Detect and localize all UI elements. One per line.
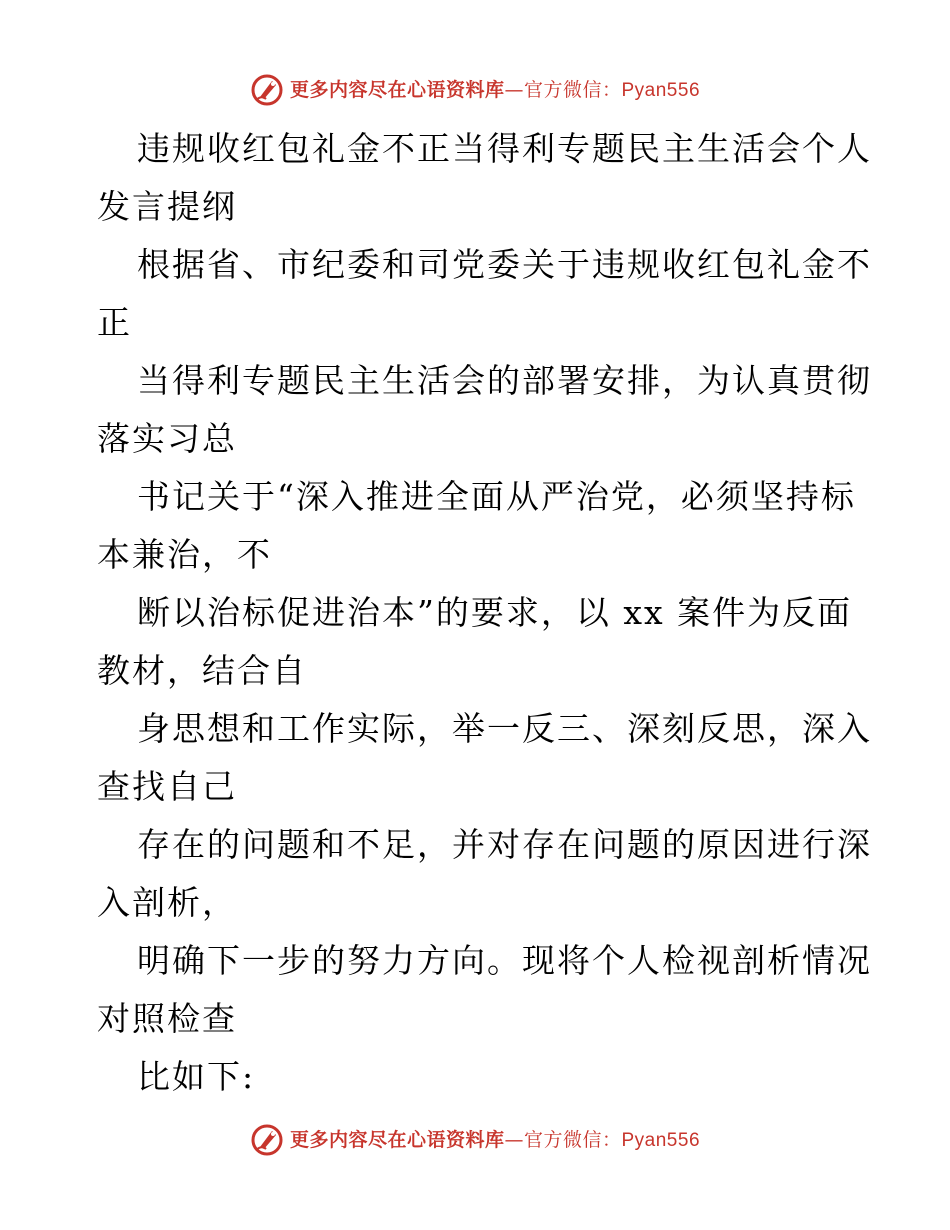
watermark-text — [289, 78, 701, 101]
watermark-text — [289, 1128, 701, 1151]
watermark-dash: — — [504, 78, 524, 101]
text-line: 当得利专题民主生活会的部署安排，为认真贯彻 — [137, 361, 872, 400]
text-line: 比如下: — [137, 1057, 256, 1096]
watermark-label: 官方微信： — [523, 78, 622, 101]
footer-watermark — [0, 1120, 950, 1160]
text-line: 存在的问题和不足，并对存在问题的原因进行深 — [137, 825, 872, 864]
text-line: 根据省、市纪委和司党委关于违规收红包礼金不 — [137, 245, 872, 284]
header-watermark — [0, 70, 950, 110]
text-line: 违规收红包礼金不正当得利专题民主生活会个人 — [137, 129, 872, 168]
text-line: 身思想和工作实际，举一反三、深刻反思，深入 — [137, 709, 872, 748]
text-line: 入剖析， — [97, 883, 237, 922]
text-line: 断以治标促进治本”的要求，以 xx 案件为反面 — [137, 593, 853, 632]
watermark-brand: 更多内容尽在心语资料库 — [289, 78, 505, 101]
text-line: 落实习总 — [97, 419, 237, 458]
watermark-id: Pyan556 — [621, 1129, 701, 1151]
text-line: 发言提纲 — [97, 187, 237, 226]
text-line: 教材，结合自 — [97, 651, 307, 690]
text-line: 书记关于“深入推进全面从严治党，必须坚持标 — [137, 477, 856, 516]
text-line: 本兼治，不 — [97, 535, 272, 574]
watermark-id: Pyan556 — [621, 79, 701, 101]
text-line: 正 — [97, 303, 132, 342]
text-line: 查找自己 — [97, 767, 237, 806]
watermark-dash: — — [504, 1128, 524, 1151]
pen-nib-logo-icon — [250, 73, 284, 107]
pen-nib-logo-icon — [250, 1123, 284, 1157]
document-body — [97, 120, 872, 1106]
text-line: 对照检查 — [97, 999, 237, 1038]
text-line: 明确下一步的努力方向。现将个人检视剖析情况 — [137, 941, 872, 980]
watermark-brand: 更多内容尽在心语资料库 — [289, 1128, 505, 1151]
watermark-label: 官方微信： — [523, 1128, 622, 1151]
